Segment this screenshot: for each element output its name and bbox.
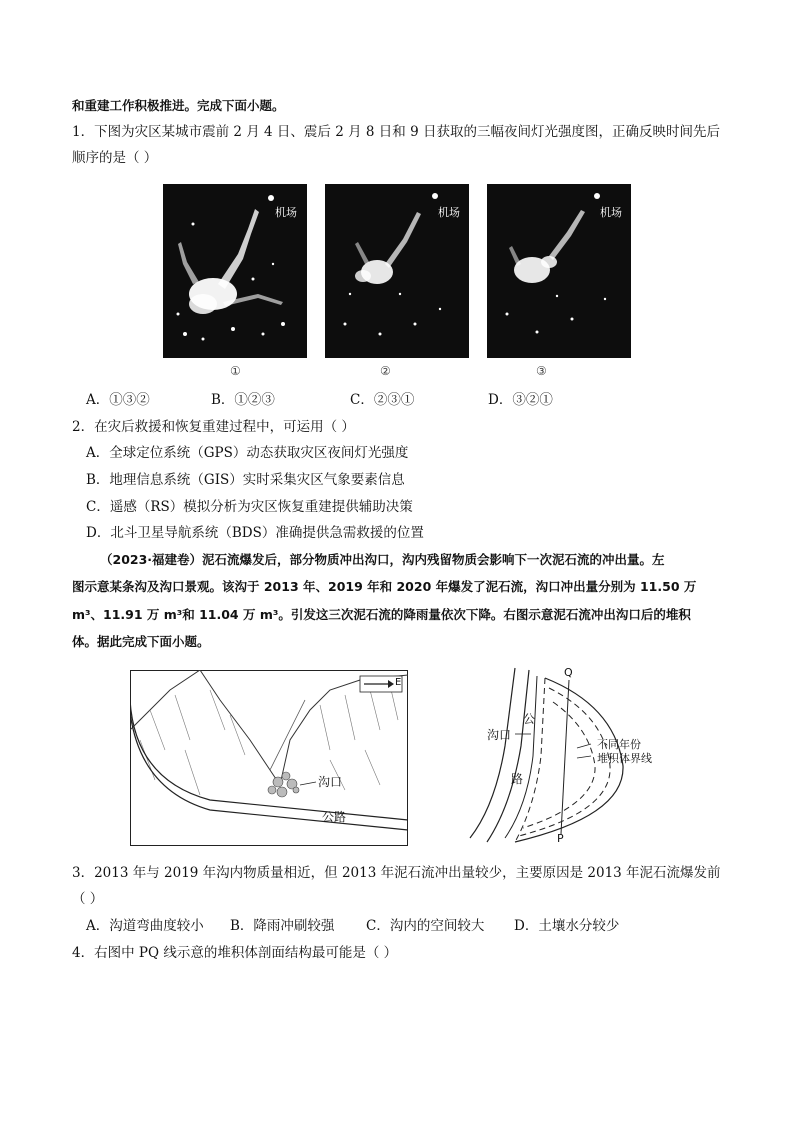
p-point-label: P: [557, 832, 564, 845]
q3-stem-line2: （ ）: [72, 891, 104, 907]
q3-option-c[interactable]: C．沟内的空间较大: [366, 918, 485, 934]
q2-option-b[interactable]: B．地理信息系统（GIS）实时采集灾区气象要素信息: [86, 472, 405, 488]
road-char-1: 公: [523, 712, 536, 726]
q2-option-a[interactable]: A．全球定位系统（GPS）动态获取灾区夜间灯光强度: [86, 445, 409, 461]
legend-line2: 堆积体界线: [597, 752, 652, 765]
airport-label-1: 机场: [275, 206, 297, 219]
airport-label-3: 机场: [600, 206, 622, 219]
legend-line1: 不同年份: [597, 738, 641, 751]
q1-stem-line1: 1．下图为灾区某城市震前 2 月 4 日、震后 2 月 8 日和 9 日获取的三幅夜间灯光强度图，正确反映时间先后: [72, 124, 720, 140]
passage-line3: m³、11.91 万 m³和 11.04 万 m³。引发这三次泥石流的降雨量依次下降。右图示意泥石流冲出沟口后的堆积: [72, 607, 691, 622]
q2-option-d[interactable]: D．北斗卫星导航系统（BDS）准确提供急需救援的位置: [86, 525, 424, 541]
road-char-2: 路: [511, 772, 524, 786]
q2-stem: 2．在灾后救援和恢复重建过程中，可运用（ ）: [72, 419, 355, 435]
caption-2: ②: [380, 364, 391, 378]
caption-3: ③: [536, 364, 547, 378]
gully-landscape-figure: [130, 670, 408, 846]
compass-east-label: E: [395, 677, 402, 688]
q1-option-b[interactable]: B．①②③: [211, 392, 275, 408]
q-point-label: Q: [564, 666, 573, 679]
q3-stem-line1: 3．2013 年与 2019 年沟内物质量相近，但 2013 年泥石流冲出量较少，主要原因是 2013 年泥石流爆发前: [72, 865, 721, 881]
left-road-label: 公路: [322, 810, 347, 824]
passage-line1: （2023·福建卷）泥石流爆发后，部分物质冲出沟口，沟内残留物质会影响下一次泥石流的冲出量。左: [100, 552, 665, 567]
q3-option-d[interactable]: D．土壤水分较少: [514, 918, 620, 934]
q3-option-a[interactable]: A．沟道弯曲度较小: [86, 918, 204, 934]
q4-stem: 4．右图中 PQ 线示意的堆积体剖面结构最可能是（ ）: [72, 945, 398, 961]
q1-option-d[interactable]: D．③②①: [488, 392, 553, 408]
q1-option-c[interactable]: C．②③①: [350, 392, 415, 408]
passage-line4: 体。据此完成下面小题。: [72, 634, 210, 649]
right-gully-label: 沟口: [487, 728, 512, 742]
airport-label-2: 机场: [438, 206, 460, 219]
caption-1: ①: [230, 364, 241, 378]
q3-option-b[interactable]: B．降雨冲刷较强: [230, 918, 335, 934]
passage-line2: 图示意某条沟及沟口景观。该沟于 2013 年、2019 年和 2020 年爆发了泥石流，沟口冲出量分别为 11.50 万: [72, 579, 697, 594]
deposit-body-figure: [465, 666, 685, 846]
q1-option-a[interactable]: A．①③②: [86, 392, 150, 408]
intro-tail-text: 和重建工作积极推进。完成下面小题。: [72, 98, 285, 113]
left-gully-label: 沟口: [318, 775, 343, 789]
q3-options: [86, 917, 619, 935]
q1-options: [86, 391, 553, 409]
q1-stem-line2: 顺序的是（ ）: [72, 150, 158, 166]
q2-option-c[interactable]: C．遥感（RS）模拟分析为灾区恢复重建提供辅助决策: [86, 499, 413, 515]
